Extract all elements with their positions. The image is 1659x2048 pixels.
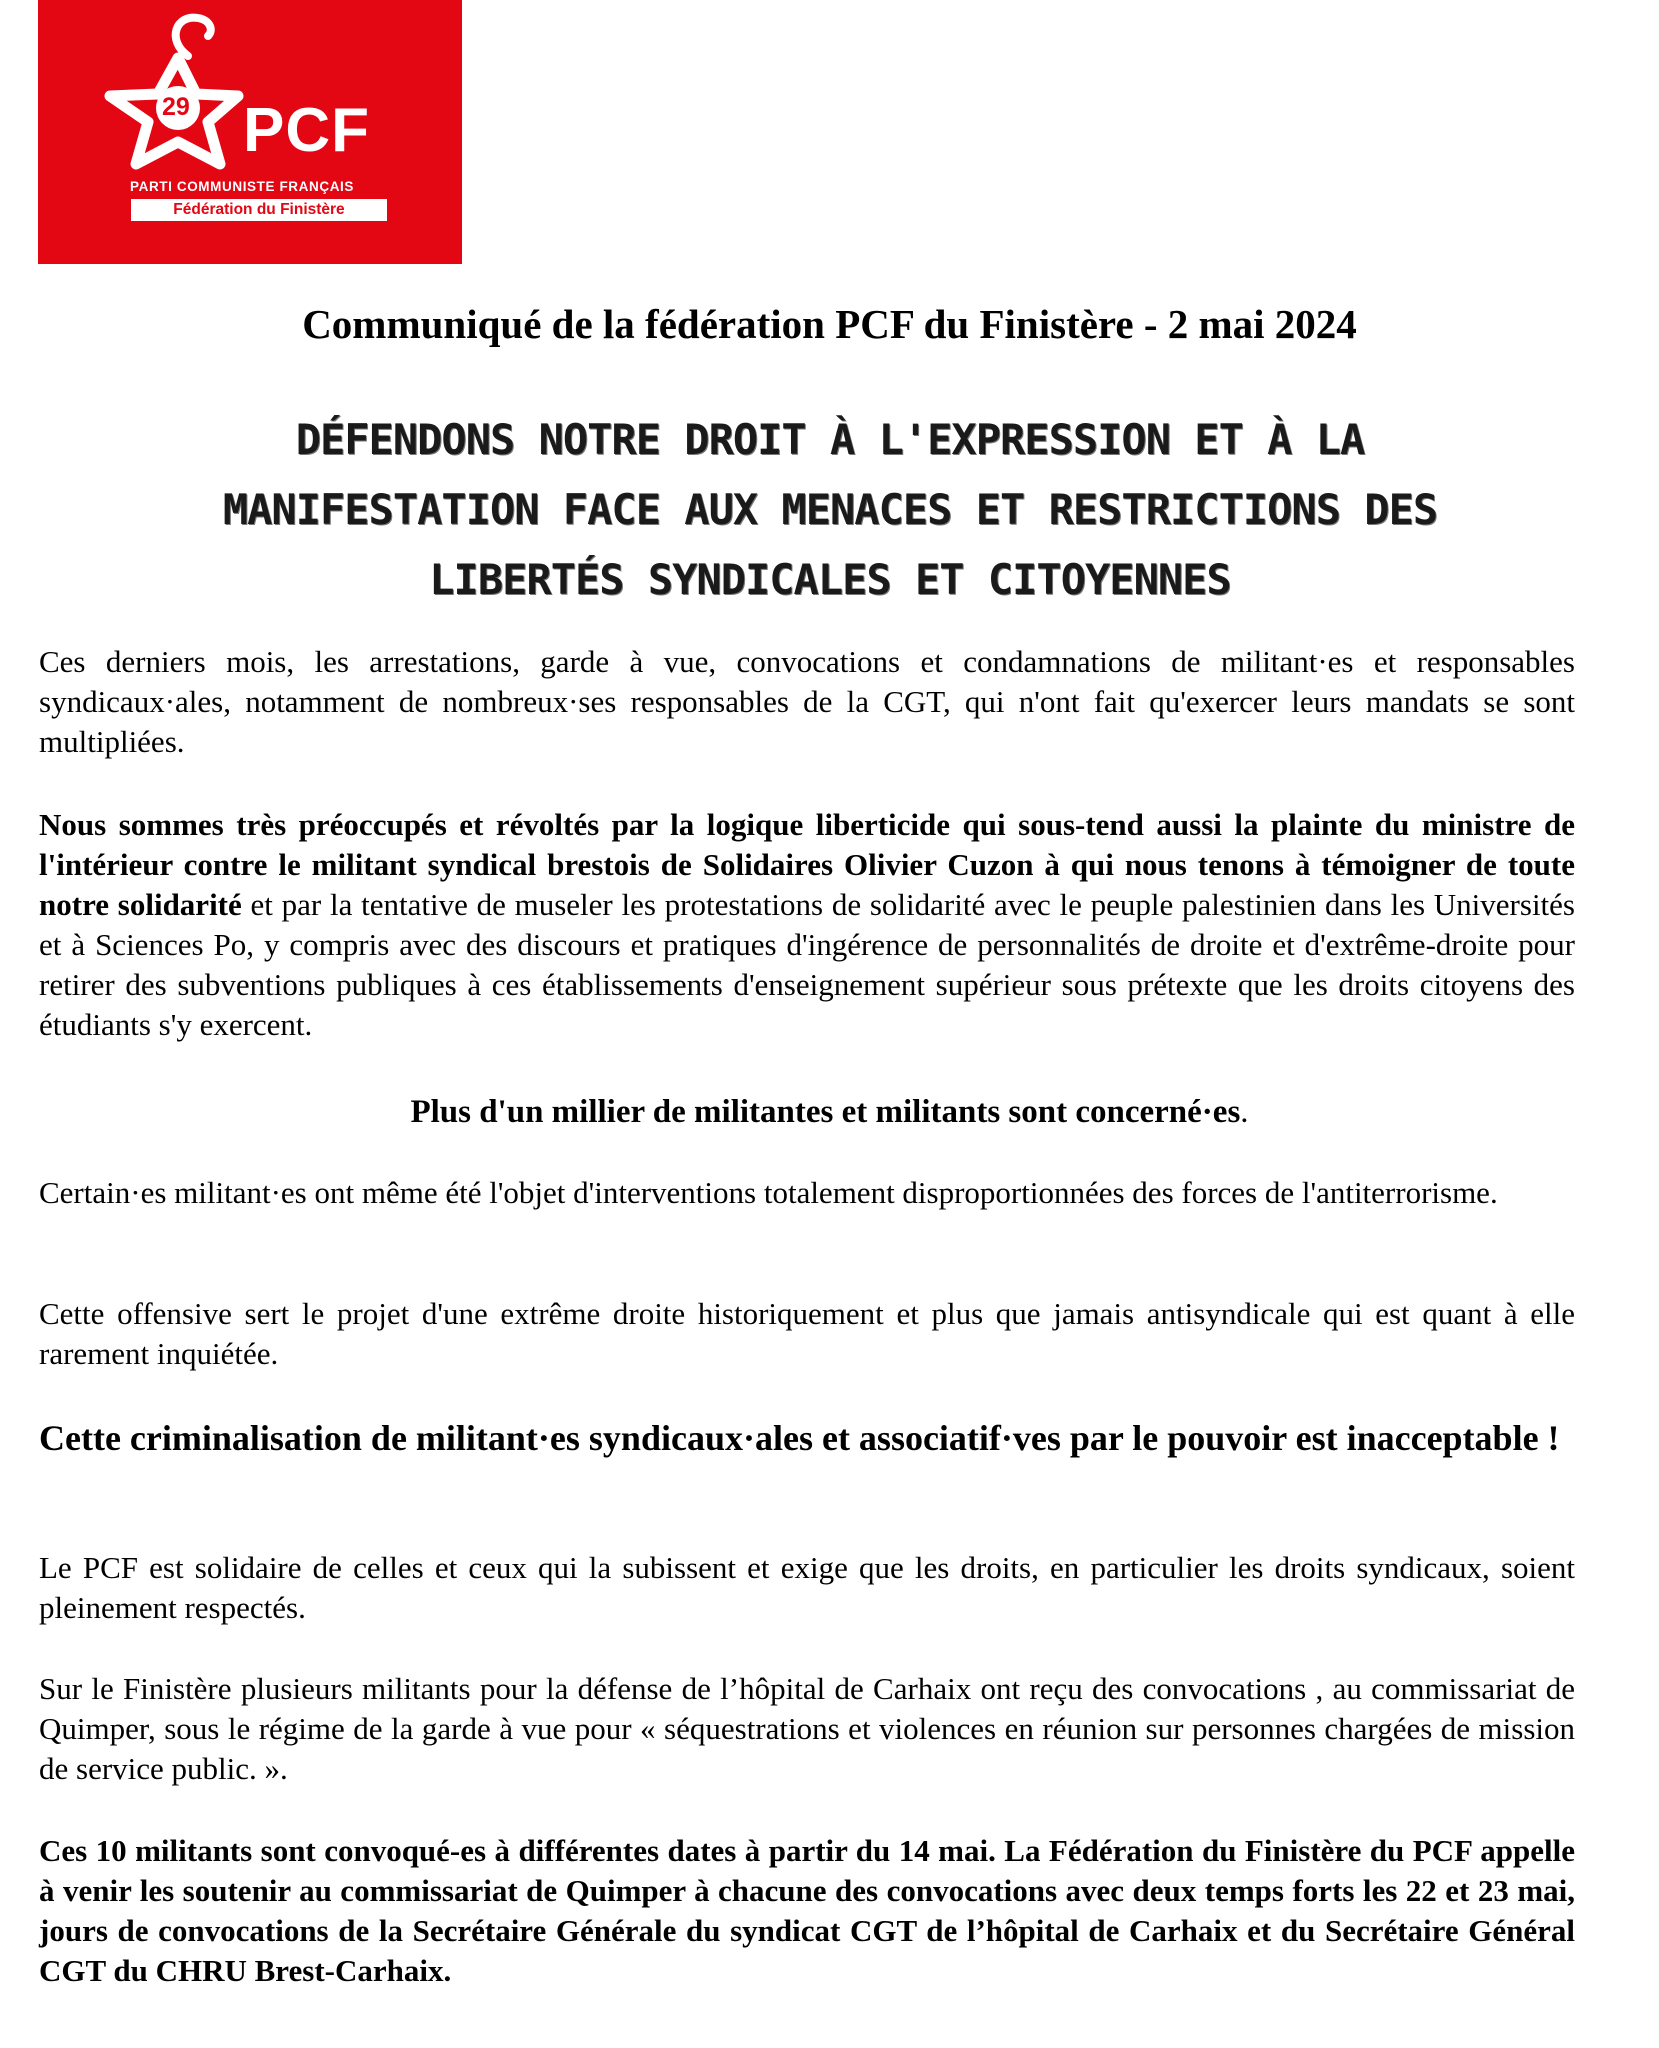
headline (60, 405, 1600, 615)
paragraph-4: Cette offensive sert le projet d'une extrême droite historiquement et plus que jamais antisyndicale qui est quant à elle rarement inquiétée. (39, 1296, 1575, 1371)
logo-number: 29 (162, 93, 190, 121)
headline-line-3: LIBERTÉS SYNDICALES ET CITOYENNES (429, 555, 1231, 604)
communique-title: Communiqué de la fédération PCF du Finistère - 2 mai 2024 (302, 301, 1357, 347)
paragraph-3: Certain·es militant·es ont même été l'objet d'interventions totalement disproportionnées des forces de l'antiterrorisme. (39, 1175, 1498, 1210)
subheading-end: . (1240, 1094, 1249, 1130)
paragraph-2 (39, 805, 1575, 1045)
subheading (0, 1092, 1659, 1132)
paragraph-2-bold: Nous sommes très préoccupés et révoltés par la logique liberticide qui sous-tend aussi la plainte du ministre de l'intérieur contre le militant syndical brestois de Solidaires Olivier Cuzon à qui nous tenons à témoigner de toute notre solidarité (39, 807, 1575, 922)
paragraph-1: Ces derniers mois, les arrestations, garde à vue, convocations et condamnations de militant·es et responsables syndicaux·ales, notamment de nombreux·ses responsables de la CGT, qui n'ont fait qu'exercer leurs mandats se sont multipliées. (39, 644, 1575, 759)
logo-party-name: PARTI COMMUNISTE FRANÇAIS (130, 179, 354, 194)
paragraph-2-rest: et par la tentative de museler les protestations de solidarité avec le peuple palestinien dans les Universités et à Sciences Po, y compris avec des discours et pratiques d'ingérence de personnalités de droite et d'extrême-droite pour retirer des subventions publiques à ces établissements d'enseignement supérieur sous prétexte que les droits citoyens des étudiants s'y exercent. (39, 887, 1575, 1042)
paragraph-6: Sur le Finistère plusieurs militants pour la défense de l’hôpital de Carhaix ont reçu des convocations , au commissariat de Quimper, sous le régime de la garde à vue pour « séquestrations et violences en réunion sur personnes chargées de mission de service public. ». (39, 1671, 1575, 1786)
logo-federation: Fédération du Finistère (131, 199, 387, 221)
subheading-text: Plus d'un millier de militantes et militants sont concerné·es (410, 1094, 1241, 1130)
pcf-logo (38, 0, 462, 264)
headline-line-1: DÉFENDONS NOTRE DROIT À L'EXPRESSION ET À LA (295, 415, 1365, 464)
logo-brand: PCF (243, 96, 370, 165)
paragraph-5: Le PCF est solidaire de celles et ceux qui la subissent et exige que les droits, en particulier les droits syndicaux, soient pleinement respectés. (39, 1550, 1575, 1625)
headline-line-2: MANIFESTATION FACE AUX MENACES ET RESTRICTIONS DES (222, 485, 1438, 534)
criminalisation-heading: Cette criminalisation de militant·es syndicaux·ales et associatif·ves par le pouvoir est inacceptable ! (39, 1418, 1560, 1458)
paragraph-7: Ces 10 militants sont convoqué-es à différentes dates à partir du 14 mai. La Fédération du Finistère du PCF appelle à venir les soutenir au commissariat de Quimper à chacune des convocations avec deux temps forts les 22 et 23 mai, jours de convocations de la Secrétaire Générale du syndicat CGT de l’hôpital de Carhaix et du Secrétaire Général CGT du CHRU Brest-Carhaix. (39, 1833, 1575, 1988)
